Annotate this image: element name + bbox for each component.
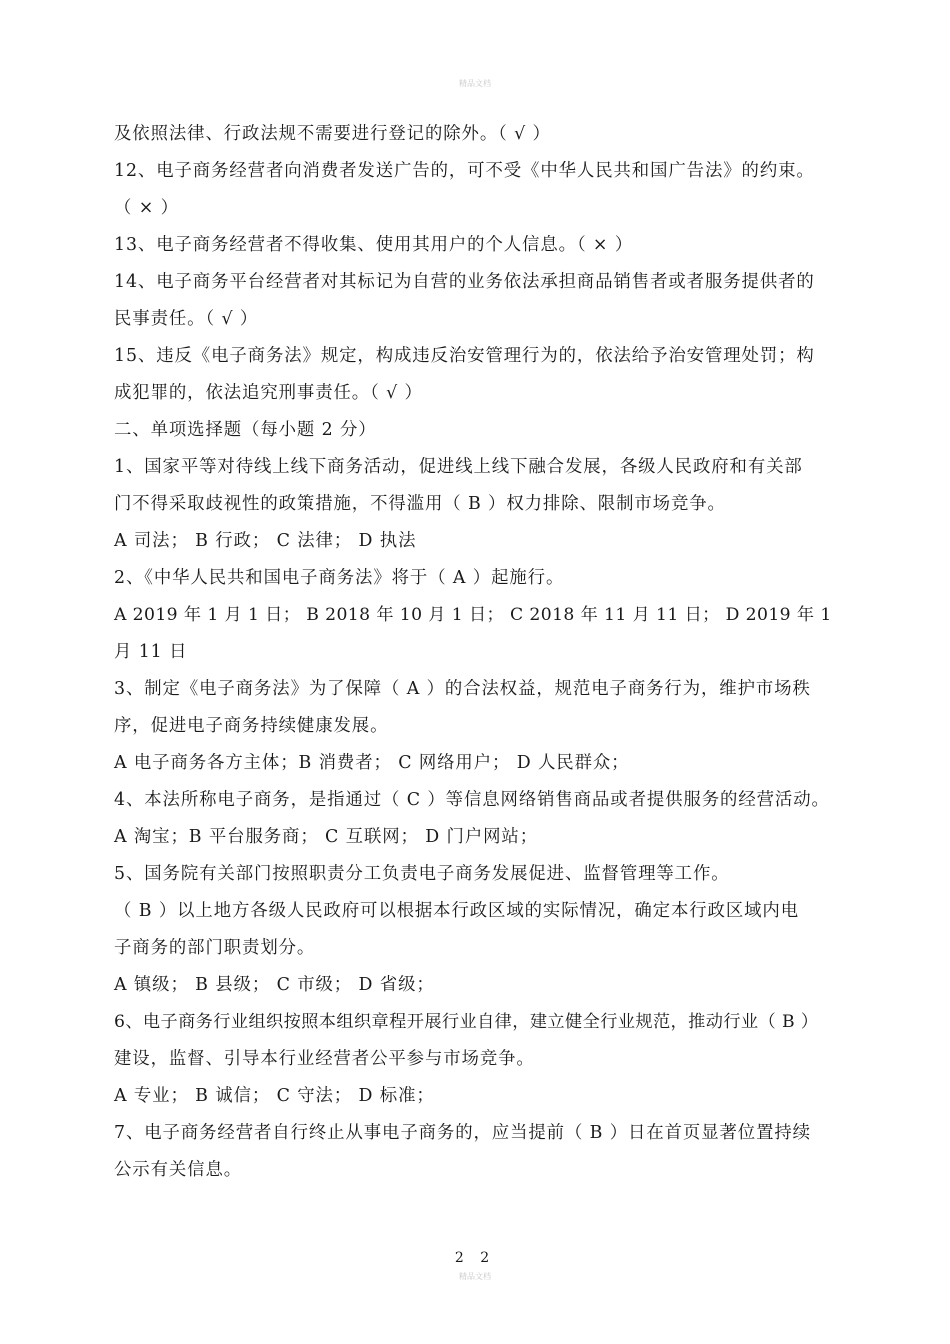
options-line: A 电子商务各方主体；B 消费者； C 网络用户； D 人民群众；: [114, 753, 630, 773]
text-line: （ × ）: [114, 198, 179, 218]
watermark-top: 精品文档: [459, 79, 491, 88]
text-line: 序，促进电子商务持续健康发展。: [114, 716, 389, 736]
text-line: 门不得采取歧视性的政策措施，不得滥用（ B ）权力排除、限制市场竞争。: [114, 494, 726, 514]
document-body: [114, 116, 844, 1189]
text-line: 14、电子商务平台经营者对其标记为自营的业务依法承担商品销售者或者服务提供者的: [114, 272, 815, 292]
options-line: A 镇级； B 县级； C 市级； D 省级；: [114, 975, 435, 995]
text-line: 2、《中华人民共和国电子商务法》将于（ A ）起施行。: [114, 568, 565, 588]
text-line: 4、本法所称电子商务，是指通过（ C ）等信息网络销售商品或者提供服务的经营活动。: [114, 790, 830, 810]
text-line: 建设，监督、引导本行业经营者公平参与市场竞争。: [114, 1049, 535, 1069]
text-line: 12、电子商务经营者向消费者发送广告的，可不受《中华人民共和国广告法》的约束。: [114, 161, 815, 181]
text-line: 7、电子商务经营者自行终止从事电子商务的，应当提前（ B ）日在首页显著位置持续: [114, 1123, 811, 1143]
text-line: 成犯罪的，依法追究刑事责任。（ √ ）: [114, 383, 423, 403]
text-line: 子商务的部门职责划分。: [114, 938, 316, 958]
watermark-bottom: 精品文档: [459, 1272, 491, 1281]
text-line: 15、违反《电子商务法》规定，构成违反治安管理行为的，依法给予治安管理处罚；构: [114, 346, 815, 366]
text-line: 及依照法律、行政法规不需要进行登记的除外。（ √ ）: [114, 124, 551, 144]
section-heading: 二、单项选择题（每小题 2 分）: [114, 420, 377, 440]
text-line: 6、电子商务行业组织按照本组织章程开展行业自律，建立健全行业规范，推动行业（ B ）: [114, 1012, 819, 1032]
page-number: 2 2: [454, 1250, 496, 1266]
options-line: 月 11 日: [114, 642, 188, 662]
text-line: （ B ）以上地方各级人民政府可以根据本行政区域的实际情况，确定本行政区域内电: [114, 901, 800, 921]
options-line: A 司法； B 行政； C 法律； D 执法: [114, 531, 417, 551]
options-line: A 2019 年 1 月 1 日； B 2018 年 10 月 1 日； C 2018 年 11 月 11 日； D 2019 年 1: [114, 605, 832, 625]
text-line: 13、电子商务经营者不得收集、使用其用户的个人信息。（ × ）: [114, 235, 634, 255]
options-line: A 专业； B 诚信； C 守法； D 标准；: [114, 1086, 435, 1106]
text-line: 1、国家平等对待线上线下商务活动，促进线上线下融合发展，各级人民政府和有关部: [114, 457, 803, 477]
text-line: 民事责任。（ √ ）: [114, 309, 259, 329]
options-line: A 淘宝；B 平台服务商； C 互联网； D 门户网站；: [114, 827, 538, 847]
text-line: 公示有关信息。: [114, 1160, 243, 1180]
text-line: 3、制定《电子商务法》为了保障（ A ）的合法权益，规范电子商务行为，维护市场秩: [114, 679, 811, 699]
text-line: 5、国务院有关部门按照职责分工负责电子商务发展促进、监督管理等工作。: [114, 864, 730, 884]
